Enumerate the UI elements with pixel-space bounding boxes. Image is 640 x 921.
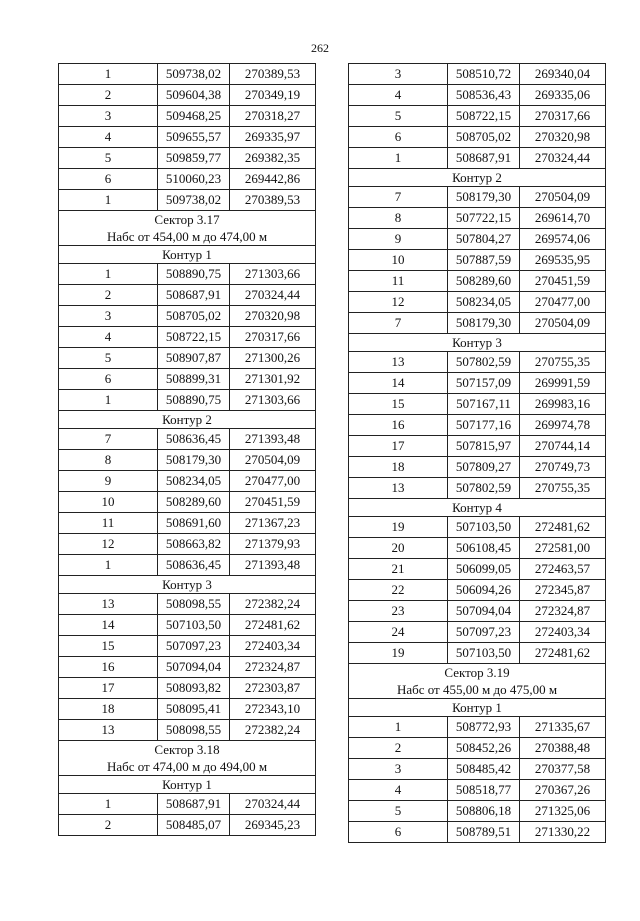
table-row	[349, 312, 605, 333]
point-number-cell: 3	[349, 759, 448, 779]
table-row	[349, 821, 605, 842]
point-number-cell: 5	[349, 106, 448, 126]
x-coordinate-cell: 507802,59	[448, 352, 520, 372]
x-coordinate-cell: 508691,60	[158, 513, 230, 533]
header-line: Набс от 454,00 м до 474,00 м	[106, 229, 268, 244]
table-row	[59, 105, 315, 126]
y-coordinate-cell: 269983,16	[534, 396, 591, 411]
point-number-cell: 11	[349, 271, 448, 291]
point-number-cell: 2	[59, 85, 158, 105]
y-coordinate-cell: 270349,19	[244, 87, 301, 102]
point-number-cell: 1	[349, 148, 448, 168]
table-row	[349, 516, 605, 537]
header-line: Контур 2	[162, 412, 212, 427]
x-coordinate-cell: 508234,05	[158, 471, 230, 491]
x-coordinate-cell: 508722,15	[448, 106, 520, 126]
table-row	[349, 600, 605, 621]
x-coordinate-cell: 508722,15	[158, 327, 230, 347]
x-coordinate-cell: 506108,45	[448, 538, 520, 558]
point-number-cell: 19	[349, 643, 448, 663]
y-coordinate-cell: 272581,00	[534, 540, 591, 555]
y-coordinate-cell: 269614,70	[534, 210, 591, 225]
table-row	[349, 126, 605, 147]
table-row	[59, 284, 315, 305]
x-coordinate-cell: 508806,18	[448, 801, 520, 821]
table-row	[59, 635, 315, 656]
x-coordinate-cell: 508890,75	[158, 390, 230, 410]
y-coordinate-cell: 270324,44	[534, 150, 591, 165]
y-coordinate-cell: 270377,58	[534, 761, 591, 776]
y-coordinate-cell: 270477,00	[244, 473, 301, 488]
x-coordinate-cell: 507103,50	[448, 643, 520, 663]
point-number-cell: 1	[59, 264, 158, 284]
y-coordinate-cell: 271330,22	[534, 824, 591, 839]
x-coordinate-cell: 507103,50	[448, 517, 520, 537]
table-row	[349, 477, 605, 498]
table-row	[349, 64, 605, 84]
table-row	[59, 470, 315, 491]
x-coordinate-cell: 508179,30	[158, 450, 230, 470]
table-row	[349, 393, 605, 414]
y-coordinate-cell: 269991,59	[534, 375, 591, 390]
point-number-cell: 1	[59, 390, 158, 410]
x-coordinate-cell: 508705,02	[158, 306, 230, 326]
table-row	[349, 249, 605, 270]
table-row	[349, 579, 605, 600]
point-number-cell: 14	[59, 615, 158, 635]
table-row	[349, 270, 605, 291]
y-coordinate-cell: 272403,34	[534, 624, 591, 639]
x-coordinate-cell: 508772,93	[448, 717, 520, 737]
y-coordinate-cell: 272481,62	[244, 617, 301, 632]
y-coordinate-cell: 270477,00	[534, 294, 591, 309]
table-row	[349, 147, 605, 168]
y-coordinate-cell: 269335,06	[534, 87, 591, 102]
x-coordinate-cell: 508093,82	[158, 678, 230, 698]
y-coordinate-cell: 272382,24	[244, 596, 301, 611]
x-coordinate-cell: 508095,41	[158, 699, 230, 719]
point-number-cell: 18	[349, 457, 448, 477]
y-coordinate-cell: 270744,14	[534, 438, 591, 453]
point-number-cell: 7	[59, 429, 158, 449]
x-coordinate-cell: 508899,31	[158, 369, 230, 389]
table-row	[59, 593, 315, 614]
x-coordinate-cell: 508485,42	[448, 759, 520, 779]
coordinate-table-right	[348, 63, 606, 843]
x-coordinate-cell: 508518,77	[448, 780, 520, 800]
x-coordinate-cell: 509604,38	[158, 85, 230, 105]
y-coordinate-cell: 269442,86	[244, 171, 301, 186]
table-row	[59, 656, 315, 677]
y-coordinate-cell: 272324,87	[244, 659, 301, 674]
table-row	[59, 147, 315, 168]
table-row	[59, 263, 315, 284]
table-row	[349, 456, 605, 477]
point-number-cell: 4	[59, 327, 158, 347]
y-coordinate-cell: 270451,59	[534, 273, 591, 288]
header-line: Контур 2	[452, 170, 502, 185]
point-number-cell: 4	[349, 85, 448, 105]
header-line: Сектор 3.18	[154, 742, 220, 757]
x-coordinate-cell: 507097,23	[158, 636, 230, 656]
point-number-cell: 6	[349, 127, 448, 147]
x-coordinate-cell: 509468,25	[158, 106, 230, 126]
point-number-cell: 16	[349, 415, 448, 435]
point-number-cell: 5	[59, 148, 158, 168]
x-coordinate-cell: 508098,55	[158, 594, 230, 614]
table-row	[59, 554, 315, 575]
table-row	[59, 368, 315, 389]
y-coordinate-cell: 270749,73	[534, 459, 591, 474]
y-coordinate-cell: 271379,93	[244, 536, 301, 551]
x-coordinate-cell: 507094,04	[158, 657, 230, 677]
x-coordinate-cell: 509859,77	[158, 148, 230, 168]
x-coordinate-cell: 507094,04	[448, 601, 520, 621]
contour-header	[349, 498, 605, 516]
x-coordinate-cell: 508789,51	[448, 822, 520, 842]
y-coordinate-cell: 270755,35	[534, 480, 591, 495]
y-coordinate-cell: 272382,24	[244, 722, 301, 737]
point-number-cell: 6	[349, 822, 448, 842]
header-line: Набс от 474,00 м до 494,00 м	[106, 759, 268, 774]
table-row	[349, 84, 605, 105]
point-number-cell: 16	[59, 657, 158, 677]
y-coordinate-cell: 271335,67	[534, 719, 591, 734]
y-coordinate-cell: 270317,66	[534, 108, 591, 123]
contour-header	[59, 575, 315, 593]
x-coordinate-cell: 508705,02	[448, 127, 520, 147]
point-number-cell: 9	[349, 229, 448, 249]
table-row	[59, 347, 315, 368]
point-number-cell: 24	[349, 622, 448, 642]
x-coordinate-cell: 507887,59	[448, 250, 520, 270]
y-coordinate-cell: 270317,66	[244, 329, 301, 344]
point-number-cell: 1	[59, 64, 158, 84]
y-coordinate-cell: 269340,04	[534, 66, 591, 81]
y-coordinate-cell: 271303,66	[244, 392, 301, 407]
point-number-cell: 1	[59, 794, 158, 814]
table-row	[59, 189, 315, 210]
point-number-cell: 11	[59, 513, 158, 533]
point-number-cell: 7	[349, 313, 448, 333]
table-row	[59, 512, 315, 533]
table-row	[349, 351, 605, 372]
x-coordinate-cell: 507809,27	[448, 457, 520, 477]
point-number-cell: 19	[349, 517, 448, 537]
x-coordinate-cell: 508234,05	[448, 292, 520, 312]
point-number-cell: 1	[349, 717, 448, 737]
x-coordinate-cell: 508663,82	[158, 534, 230, 554]
point-number-cell: 21	[349, 559, 448, 579]
table-row	[349, 207, 605, 228]
point-number-cell: 4	[59, 127, 158, 147]
x-coordinate-cell: 509738,02	[158, 190, 230, 210]
table-row	[59, 449, 315, 470]
point-number-cell: 23	[349, 601, 448, 621]
x-coordinate-cell: 507177,16	[448, 415, 520, 435]
y-coordinate-cell: 270389,53	[244, 66, 301, 81]
table-row	[349, 642, 605, 663]
y-coordinate-cell: 271301,92	[244, 371, 301, 386]
y-coordinate-cell: 269345,23	[244, 817, 301, 832]
y-coordinate-cell: 269335,97	[244, 129, 301, 144]
table-row	[349, 758, 605, 779]
table-row	[59, 168, 315, 189]
point-number-cell: 13	[349, 478, 448, 498]
point-number-cell: 10	[349, 250, 448, 270]
x-coordinate-cell: 509738,02	[158, 64, 230, 84]
point-number-cell: 22	[349, 580, 448, 600]
y-coordinate-cell: 272463,57	[534, 561, 591, 576]
x-coordinate-cell: 508636,45	[158, 555, 230, 575]
y-coordinate-cell: 270755,35	[534, 354, 591, 369]
table-row	[59, 698, 315, 719]
table-row	[59, 326, 315, 347]
y-coordinate-cell: 270324,44	[244, 796, 301, 811]
point-number-cell: 3	[59, 306, 158, 326]
point-number-cell: 8	[349, 208, 448, 228]
y-coordinate-cell: 270388,48	[534, 740, 591, 755]
x-coordinate-cell: 508636,45	[158, 429, 230, 449]
point-number-cell: 9	[59, 471, 158, 491]
x-coordinate-cell: 508510,72	[448, 64, 520, 84]
y-coordinate-cell: 272324,87	[534, 603, 591, 618]
point-number-cell: 5	[59, 348, 158, 368]
table-row	[349, 800, 605, 821]
y-coordinate-cell: 270451,59	[244, 494, 301, 509]
table-row	[349, 621, 605, 642]
point-number-cell: 4	[349, 780, 448, 800]
header-line: Контур 3	[452, 335, 502, 350]
header-line: Набс от 455,00 м до 475,00 м	[396, 682, 558, 697]
point-number-cell: 10	[59, 492, 158, 512]
table-row	[59, 719, 315, 740]
x-coordinate-cell: 510060,23	[158, 169, 230, 189]
y-coordinate-cell: 270504,09	[534, 189, 591, 204]
table-row	[349, 186, 605, 207]
contour-header	[59, 775, 315, 793]
x-coordinate-cell: 507097,23	[448, 622, 520, 642]
x-coordinate-cell: 507804,27	[448, 229, 520, 249]
x-coordinate-cell: 508536,43	[448, 85, 520, 105]
table-row	[349, 558, 605, 579]
point-number-cell: 12	[349, 292, 448, 312]
point-number-cell: 17	[59, 678, 158, 698]
x-coordinate-cell: 506099,05	[448, 559, 520, 579]
x-coordinate-cell: 507167,11	[448, 394, 520, 414]
table-row	[349, 291, 605, 312]
point-number-cell: 2	[59, 285, 158, 305]
point-number-cell: 17	[349, 436, 448, 456]
header-line: Контур 1	[452, 700, 502, 715]
contour-header	[349, 168, 605, 186]
table-row	[59, 64, 315, 84]
point-number-cell: 2	[59, 815, 158, 835]
table-row	[59, 491, 315, 512]
sector-header	[59, 740, 315, 775]
y-coordinate-cell: 271325,06	[534, 803, 591, 818]
point-number-cell: 3	[349, 64, 448, 84]
y-coordinate-cell: 271300,26	[244, 350, 301, 365]
y-coordinate-cell: 270389,53	[244, 192, 301, 207]
x-coordinate-cell: 508687,91	[448, 148, 520, 168]
y-coordinate-cell: 270320,98	[534, 129, 591, 144]
y-coordinate-cell: 271367,23	[244, 515, 301, 530]
header-line: Сектор 3.17	[154, 212, 220, 227]
y-coordinate-cell: 272481,62	[534, 645, 591, 660]
table-row	[349, 372, 605, 393]
point-number-cell: 3	[59, 106, 158, 126]
contour-header	[59, 245, 315, 263]
table-row	[349, 414, 605, 435]
header-line: Сектор 3.19	[444, 665, 510, 680]
x-coordinate-cell: 508179,30	[448, 187, 520, 207]
y-coordinate-cell: 272481,62	[534, 519, 591, 534]
sector-header	[59, 210, 315, 245]
table-row	[349, 537, 605, 558]
point-number-cell: 12	[59, 534, 158, 554]
x-coordinate-cell: 508687,91	[158, 285, 230, 305]
page-number: 262	[311, 41, 329, 55]
x-coordinate-cell: 508687,91	[158, 794, 230, 814]
contour-header	[349, 698, 605, 716]
table-row	[59, 614, 315, 635]
point-number-cell: 5	[349, 801, 448, 821]
x-coordinate-cell: 508452,26	[448, 738, 520, 758]
x-coordinate-cell: 508485,07	[158, 815, 230, 835]
point-number-cell: 7	[349, 187, 448, 207]
y-coordinate-cell: 270367,26	[534, 782, 591, 797]
x-coordinate-cell: 507815,97	[448, 436, 520, 456]
table-row	[59, 677, 315, 698]
table-row	[349, 737, 605, 758]
table-row	[59, 814, 315, 835]
point-number-cell: 1	[59, 190, 158, 210]
y-coordinate-cell: 269974,78	[534, 417, 591, 432]
x-coordinate-cell: 508179,30	[448, 313, 520, 333]
y-coordinate-cell: 269535,95	[534, 252, 591, 267]
x-coordinate-cell: 507722,15	[448, 208, 520, 228]
point-number-cell: 6	[59, 169, 158, 189]
point-number-cell: 13	[59, 720, 158, 740]
y-coordinate-cell: 272343,10	[244, 701, 301, 716]
point-number-cell: 2	[349, 738, 448, 758]
table-row	[59, 533, 315, 554]
point-number-cell: 1	[59, 555, 158, 575]
table-row	[59, 126, 315, 147]
y-coordinate-cell: 271393,48	[244, 557, 301, 572]
y-coordinate-cell: 272403,34	[244, 638, 301, 653]
sector-header	[349, 663, 605, 698]
x-coordinate-cell: 508098,55	[158, 720, 230, 740]
x-coordinate-cell: 509655,57	[158, 127, 230, 147]
point-number-cell: 18	[59, 699, 158, 719]
x-coordinate-cell: 508289,60	[448, 271, 520, 291]
point-number-cell: 20	[349, 538, 448, 558]
point-number-cell: 14	[349, 373, 448, 393]
contour-header	[349, 333, 605, 351]
point-number-cell: 15	[59, 636, 158, 656]
point-number-cell: 15	[349, 394, 448, 414]
y-coordinate-cell: 271303,66	[244, 266, 301, 281]
x-coordinate-cell: 508289,60	[158, 492, 230, 512]
point-number-cell: 8	[59, 450, 158, 470]
x-coordinate-cell: 508907,87	[158, 348, 230, 368]
header-line: Контур 3	[162, 577, 212, 592]
header-line: Контур 4	[452, 500, 502, 515]
x-coordinate-cell: 508890,75	[158, 264, 230, 284]
y-coordinate-cell: 272303,87	[244, 680, 301, 695]
header-line: Контур 1	[162, 777, 212, 792]
y-coordinate-cell: 272345,87	[534, 582, 591, 597]
table-row	[59, 84, 315, 105]
y-coordinate-cell: 270318,27	[244, 108, 301, 123]
x-coordinate-cell: 506094,26	[448, 580, 520, 600]
y-coordinate-cell: 271393,48	[244, 431, 301, 446]
y-coordinate-cell: 270504,09	[244, 452, 301, 467]
y-coordinate-cell: 270320,98	[244, 308, 301, 323]
coordinate-table-left	[58, 63, 316, 836]
y-coordinate-cell: 269574,06	[534, 231, 591, 246]
y-coordinate-cell: 270504,09	[534, 315, 591, 330]
x-coordinate-cell: 507157,09	[448, 373, 520, 393]
point-number-cell: 13	[59, 594, 158, 614]
table-row	[349, 105, 605, 126]
table-row	[349, 779, 605, 800]
table-row	[59, 428, 315, 449]
contour-header	[59, 410, 315, 428]
table-row	[59, 305, 315, 326]
x-coordinate-cell: 507802,59	[448, 478, 520, 498]
point-number-cell: 13	[349, 352, 448, 372]
y-coordinate-cell: 269382,35	[244, 150, 301, 165]
table-row	[59, 793, 315, 814]
table-row	[59, 389, 315, 410]
table-row	[349, 716, 605, 737]
header-line: Контур 1	[162, 247, 212, 262]
table-row	[349, 435, 605, 456]
point-number-cell: 6	[59, 369, 158, 389]
table-row	[349, 228, 605, 249]
y-coordinate-cell: 270324,44	[244, 287, 301, 302]
x-coordinate-cell: 507103,50	[158, 615, 230, 635]
